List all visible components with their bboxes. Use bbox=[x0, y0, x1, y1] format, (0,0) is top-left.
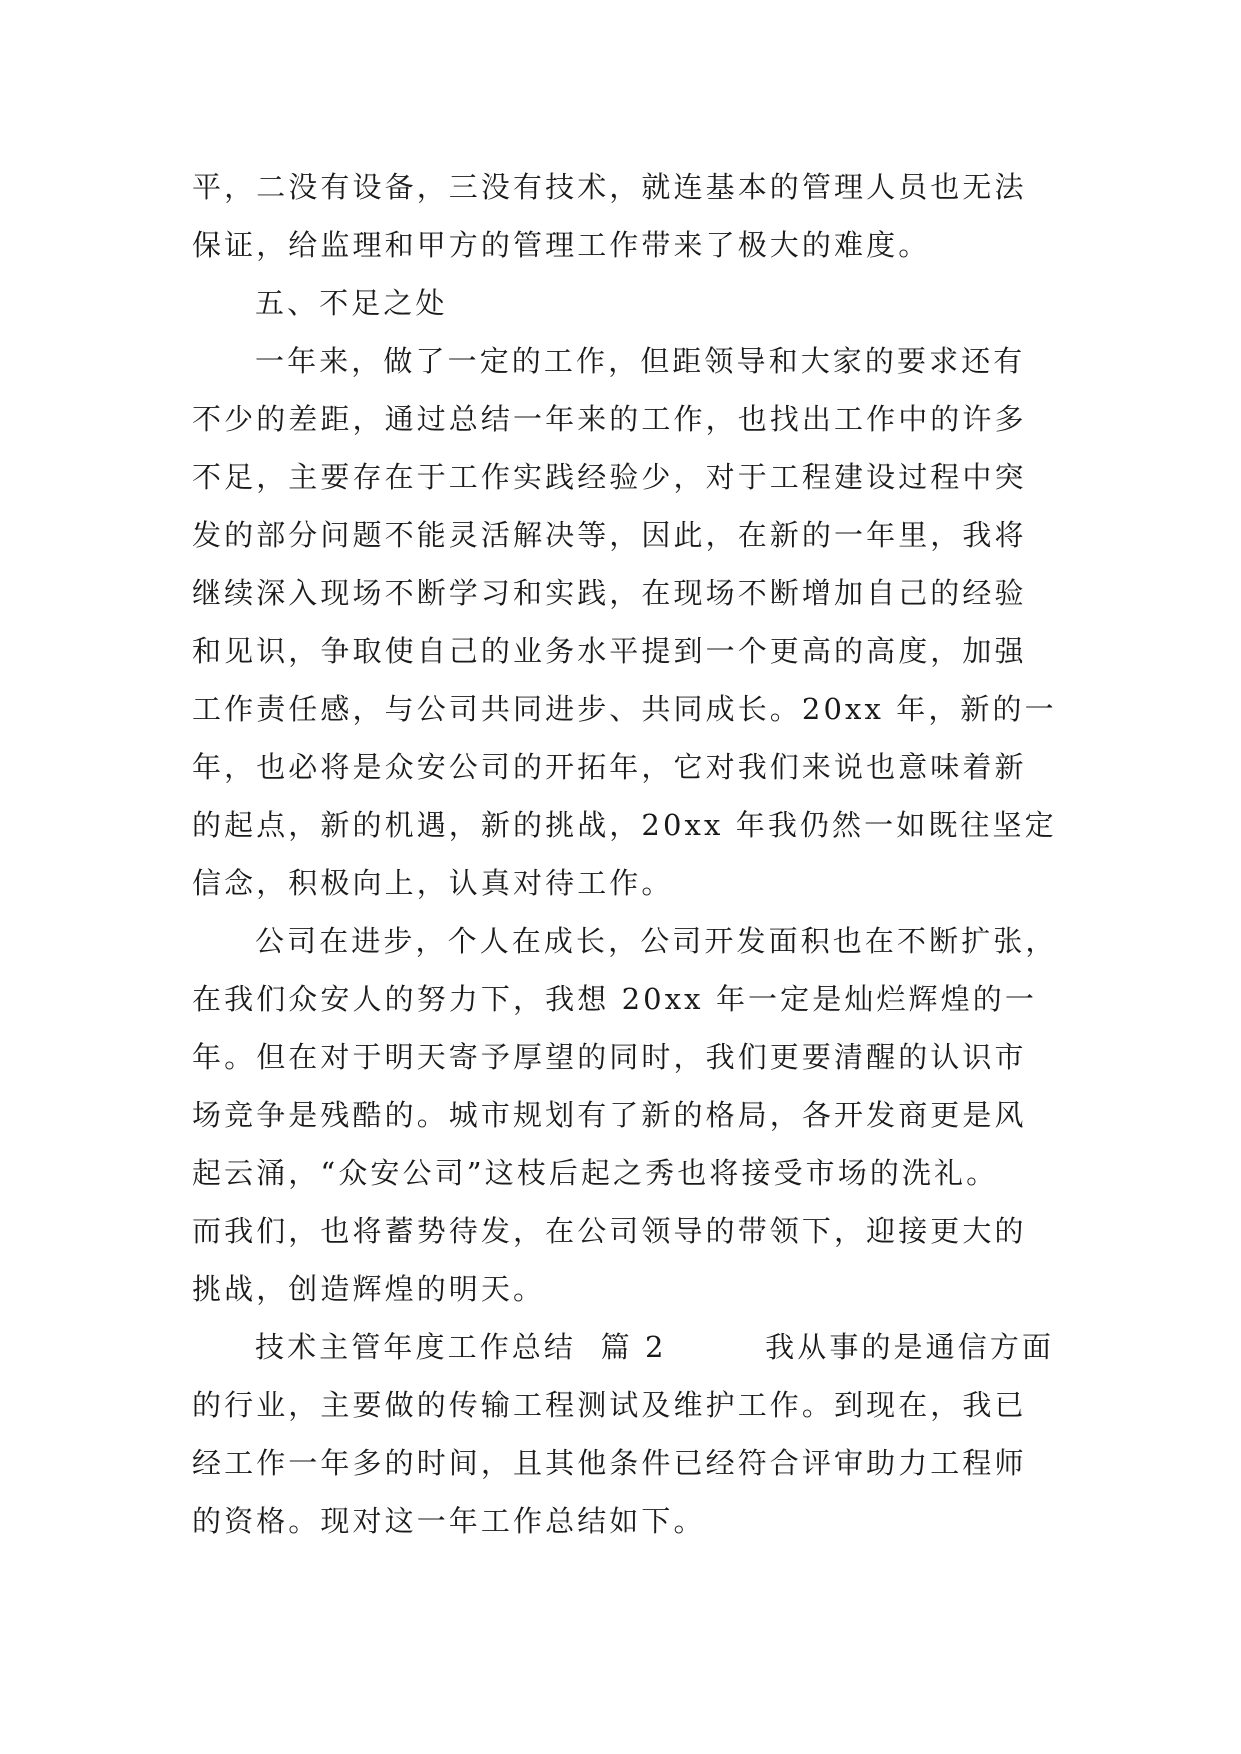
text-line: 保证，给监理和甲方的管理工作带来了极大的难度。 bbox=[192, 228, 931, 262]
text-line: 的行业，主要做的传输工程测试及维护工作。到现在，我已 bbox=[192, 1388, 1027, 1422]
text-line: 年。但在对于明天寄予厚望的同时，我们更要清醒的认识市 bbox=[192, 1040, 1027, 1074]
text-line: 不足，主要存在于工作实践经验少，对于工程建设过程中突 bbox=[192, 460, 1027, 494]
text-line: 经工作一年多的时间，且其他条件已经符合评审助力工程师 bbox=[192, 1446, 1027, 1480]
text-line: 场竞争是残酷的。城市规划有了新的格局，各开发商更是风 bbox=[192, 1098, 1027, 1132]
text-line: 一年来，做了一定的工作，但距领导和大家的要求还有 bbox=[255, 344, 1026, 378]
section-heading: 五、不足之处 bbox=[255, 286, 448, 320]
text-line: 继续深入现场不断学习和实践，在现场不断增加自己的经验 bbox=[192, 576, 1027, 610]
text-line: 年，也必将是众安公司的开拓年，它对我们来说也意味着新 bbox=[192, 750, 1027, 784]
text-line: 起云涌，“众安公司”这枝后起之秀也将接受市场的洗礼。 bbox=[192, 1156, 999, 1190]
text-line: 发的部分问题不能灵活解决等，因此，在新的一年里，我将 bbox=[192, 518, 1027, 552]
text-line: 工作责任感，与公司共同进步、共同成长。20xx 年，新的一 bbox=[192, 692, 1057, 726]
text-line: 信念，积极向上，认真对待工作。 bbox=[192, 866, 674, 900]
text-line: 平，二没有设备，三没有技术，就连基本的管理人员也无法 bbox=[192, 170, 1027, 204]
text-line: 挑战，创造辉煌的明天。 bbox=[192, 1272, 546, 1306]
text-line: 而我们，也将蓄势待发，在公司领导的带领下，迎接更大的 bbox=[192, 1214, 1027, 1248]
section-title-line: 技术主管年度工作总结 篇 2 我从事的是通信方面 bbox=[255, 1330, 1055, 1364]
text-line: 的起点，新的机遇，新的挑战，20xx 年我仍然一如既往坚定 bbox=[192, 808, 1057, 842]
text-line: 不少的差距，通过总结一年来的工作，也找出工作中的许多 bbox=[192, 402, 1027, 436]
text-line: 在我们众安人的努力下，我想 20xx 年一定是灿烂辉煌的一 bbox=[192, 982, 1037, 1016]
text-line: 的资格。现对这一年工作总结如下。 bbox=[192, 1504, 706, 1538]
text-line: 公司在进步，个人在成长，公司开发面积也在不断扩张， bbox=[255, 924, 1058, 958]
text-line: 和见识，争取使自己的业务水平提到一个更高的高度，加强 bbox=[192, 634, 1027, 668]
